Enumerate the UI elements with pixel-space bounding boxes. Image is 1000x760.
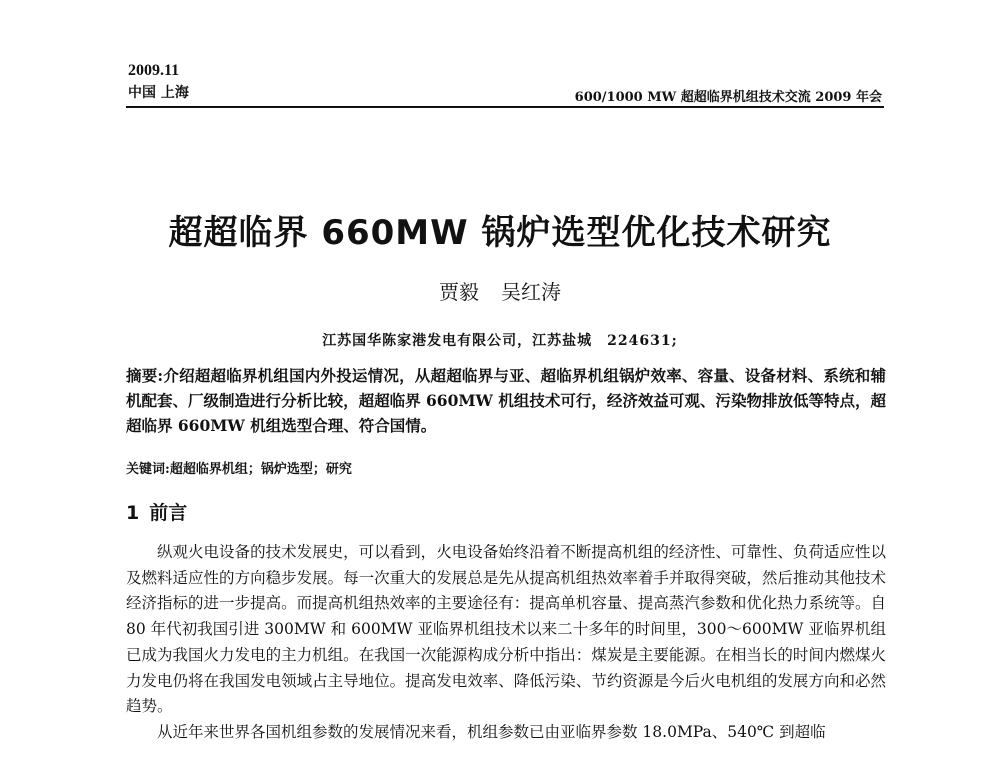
abstract-label: 摘要: xyxy=(126,366,164,385)
section-title: 前言 xyxy=(149,502,188,524)
header-date: 2009.11 xyxy=(128,62,180,79)
abstract xyxy=(126,363,886,438)
keywords-text: 超超临界机组；锅炉选型；研究 xyxy=(169,462,352,477)
header-place: 中国 上海 xyxy=(128,85,189,101)
header-divider xyxy=(126,106,884,108)
keywords xyxy=(126,458,886,477)
header-conference: 600/1000 MW 超超临界机组技术交流 2009 年会 xyxy=(574,90,882,105)
affiliation: 江苏国华陈家港发电有限公司，江苏盐城 224631; xyxy=(322,333,678,349)
body-text xyxy=(126,540,886,746)
section-heading xyxy=(126,498,187,525)
abstract-text: 介绍超超临界机组国内外投运情况，从超超临界与亚、超临界机组锅炉效率、容量、设备材料、系统和辅机配套、厂级制造进行分析比较，超超临界 660MW 机组技术可行，经济效益可观、污染物排放低等特点，超超临界 660MW 机组选型合理、符合国情。 xyxy=(126,366,886,435)
author-list xyxy=(0,276,1000,305)
paragraph: 纵观火电设备的技术发展史，可以看到，火电设备始终沿着不断提高机组的经济性、可靠性、负荷适应性以及燃料适应性的方向稳步发展。每一次重大的发展总是先从提高机组热效率着手并取得突破，然后推动其他技术经济指标的进一步提高。而提高机组热效率的主要途径有：提高单机容量、提高蒸汽参数和优化热力系统等。自 80 年代初我国引进 300MW 和 600MW 亚临界机组技术以来二十多年的时间里，300～600MW 亚临界机组已成为我国火力发电的主力机组。在我国一次能源构成分析中指出：煤炭是主要能源。在相当长的时间内燃煤火力发电仍将在我国发电领域占主导地位。提高发电效率、降低污染、节约资源是今后火电机组的发展方向和必然趋势。 xyxy=(126,543,886,716)
author-name: 吴红涛 xyxy=(501,280,561,304)
author-name: 贾毅 xyxy=(439,280,479,304)
keywords-label: 关键词: xyxy=(126,462,170,477)
paper-title: 超超临界 660MW 锅炉选型优化技术研究 xyxy=(168,213,832,253)
section-number: 1 xyxy=(126,502,140,524)
paragraph: 从近年来世界各国机组参数的发展情况来看，机组参数已由亚临界参数 18.0MPa、540℃ 到超临 xyxy=(157,722,826,741)
